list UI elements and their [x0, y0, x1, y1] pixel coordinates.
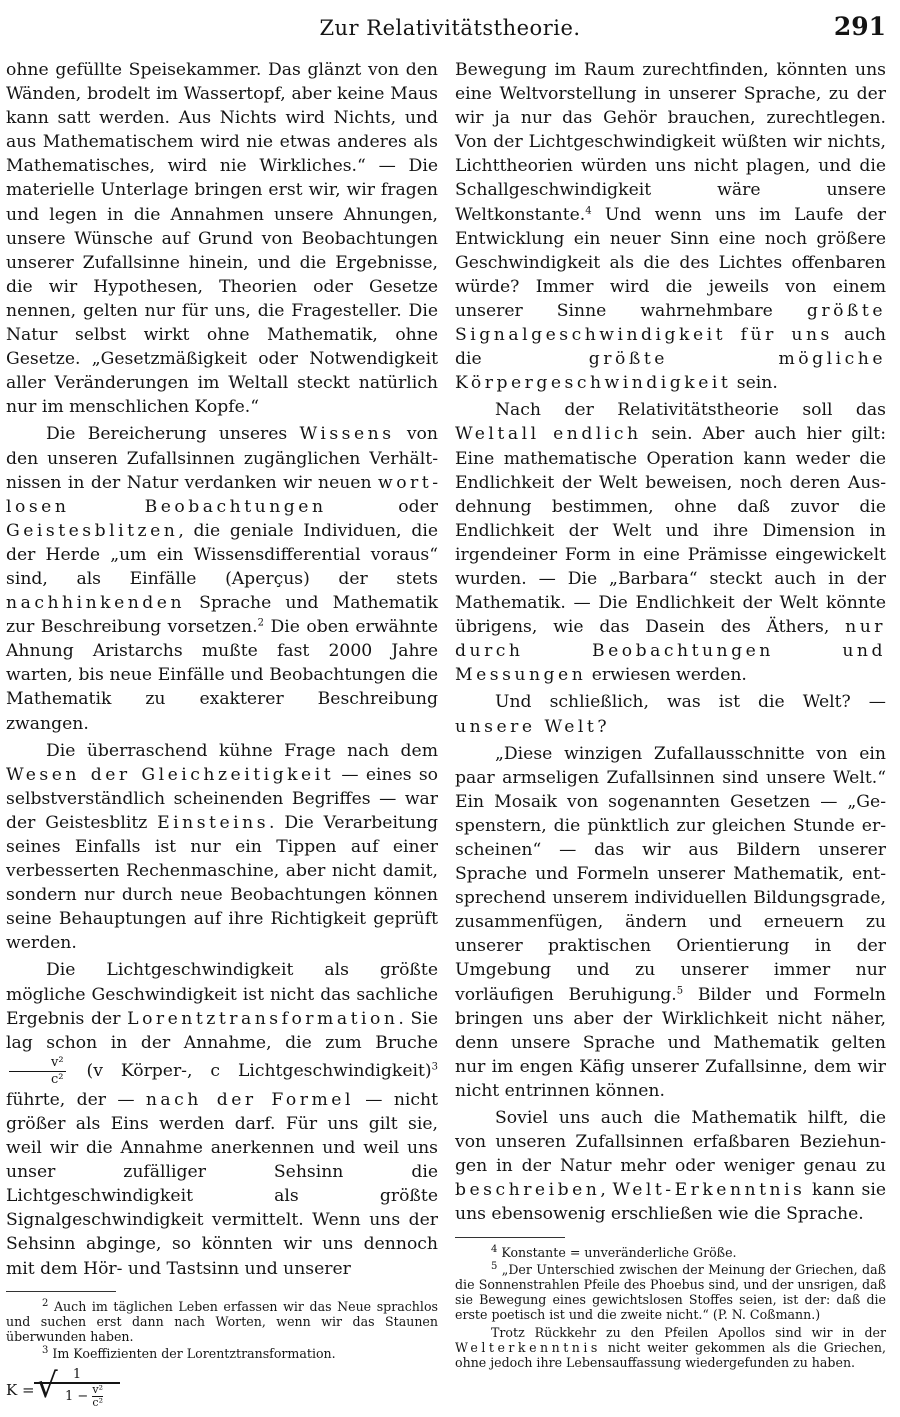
footnote-mark: 5 [491, 1260, 498, 1272]
formula-numerator: 1 [34, 1367, 120, 1383]
spaced-emphasis: größte mögliche Körpergeschwindigkeit [455, 349, 886, 394]
footnote [455, 1245, 886, 1260]
inner-denominator: c² [92, 1396, 103, 1410]
footnote-mark: 3 [42, 1345, 49, 1357]
text-run: auch die [455, 325, 886, 370]
text-run: Die Lichtgeschwindigkeit als größte mögliche Geschwindigkeit ist nicht das sachliche Ergebnis der [6, 960, 438, 1029]
text-run: „Diese winzigen Zufallausschnitte von ein paar armseligen Zufallsinnen sind unsere Welt.“ Ein Mosaik von sogenannten Gesetzen — „Gespenstern, die pünktlich zur gleichen Stunde erscheinen“ — das wir aus Bildern unserer Sprache und Formeln unserer Mathematik, entsprechend unserem individuellen Bildungsgrade, zusammenfügen, ändern und erneuern zu unserer praktischen Orientierung in der Umgebung und zu unserer immer nur vorläufigen Beruhigung. [455, 743, 886, 1005]
footnote-text: nicht weiter gekommen als die Griechen, ohne jedoch ihre Lebensauffassung wiedergefunden zu haben. [455, 1339, 886, 1370]
spaced-emphasis: wortlosen Beobachtungen [6, 472, 438, 517]
footnote-text: Auch im täglichen Leben erfassen wir das Neue sprachlos und suchen erst dann nach Worten, wenn wir das Staunen überwunden haben. [6, 1298, 438, 1344]
footnote-rule [455, 1237, 565, 1238]
formula-lhs: K = [6, 1381, 35, 1400]
footnote-text: „Der Unterschied zwischen der Meinung der Griechen, daß die Sonnenstrahlen Pfeile des Phoebus sind, und der unsrigen, daß sie Bewegung eines gewichtslosen Stoffes seien, ist der: daß die erste poetisch ist und die zweite nicht.“ (P. N. Coßmann.) [455, 1261, 886, 1323]
text-run: Bilder und Formeln bringen uns aber der Wirklichkeit nicht näher, denn unsere Sprache und Mathematik gelten nur im engen Käfig unserer Zufallsinne, dem wir nicht entrinnen können. [455, 984, 886, 1101]
paragraph [6, 958, 438, 1280]
spaced-emphasis: Weltall endlich [455, 424, 642, 445]
paragraph [455, 398, 886, 687]
fraction [9, 1055, 66, 1088]
spaced-emphasis: unsere Welt [455, 716, 598, 737]
inner-numerator: v² [92, 1383, 104, 1397]
spaced-emphasis: nach der Formel [145, 1089, 354, 1110]
text-run: Bewegung im Raum zurechtfinden, könnten uns eine Weltvorstellung in unserer Sprache, zu der wir ja nur das Gehör brauchen, zurechtlegen. Von der Lichtgeschwindigkeit wüßten wir nichts, Lichttheorien würden uns nicht plagen, und die Schallgeschwindigkeit wäre unsere Weltkonstante. [455, 60, 886, 225]
square-root-icon: √ [36, 1366, 58, 1407]
text-run: , [600, 1180, 606, 1201]
formula-inner: 1 − [64, 1389, 89, 1405]
running-title: Zur Relativitätstheorie. [319, 16, 581, 40]
text-run: ohne gefüllte Speisekammer. Das glänzt von den Wänden, brodelt im Wassertopf, aber keine Maus kann satt werden. Aus Nichts wird Nichts, und aus Mathematischem wird nie etwas anderes als Mathematisches, wird nie Wirkliches.“ — Die materielle Unterlage bringen erst wir, wir fragen und legen in die Annahmen unsere Ahnungen, unsere Wünsche auf Grund von Beobachtungen unserer Zufallsinne hinein, und die Ergebnisse, die wir Hypothesen, Theorien oder Gesetze nennen, gelten nur für uns, die Fragesteller. Die Natur selbst wirkt ohne Mathematik, ohne Gesetze. „Gesetzmäßigkeit oder Notwendigkeit aller Veränderungen im Weltall steckt natürlich nur im menschlichen Kopfe.“ [6, 60, 438, 418]
paragraph [6, 58, 438, 419]
footnote-text: Im Koeffizienten der Lorentztransformation. [52, 1346, 336, 1362]
spaced-emphasis: nur durch Beobachtungen und Messungen [455, 617, 886, 686]
text-run: sein. Aber auch hier gilt: Eine mathematische Operation kann weder die Endlichkeit der Welt beweisen, noch deren Ausdehnung bestimmen, ohne daß zuvor die Endlichkeit der Welt und ihre Dimension in irgendeiner Form in eine Prämisse eingewickelt wurden. — Die „Barbara“ steckt auch in der Mathematik. — Die Endlichkeit der Welt könnte übrigens, wie das Dasein des Äthers, [455, 424, 886, 638]
text-run: führte, der — [6, 1089, 135, 1110]
spaced-emphasis: Welterkenntnis [455, 1339, 601, 1355]
text-run: Und schließlich, was ist die Welt? — [495, 692, 886, 713]
footnote-mark: 4 [491, 1243, 498, 1255]
footnote-continuation [455, 1325, 886, 1371]
footnote [6, 1346, 438, 1361]
text-run: ? [597, 716, 607, 737]
running-head [0, 12, 900, 48]
text-run: kann sie uns ebensowenig erschließen wie die Sprache. [455, 1180, 886, 1225]
footnote [6, 1299, 438, 1345]
footnote-text: Trotz Rückkehr zu den Pfeilen Apollos sind wir in der [491, 1324, 886, 1340]
footnote-text: Konstante = unveränderliche Größe. [501, 1244, 737, 1260]
text-run: Sprache und Mathematik zur Beschreibung vorsetzen. [6, 593, 438, 638]
footnotes [455, 1245, 886, 1371]
spaced-emphasis: Welt-Erkenntnis [612, 1180, 806, 1201]
footnote-ref: 5 [676, 984, 684, 996]
text-run: oder [398, 496, 438, 517]
text-run: von den unseren Zufallsinnen zugänglichen Verhältnissen in der Natur verdanken wir neuen [6, 424, 438, 493]
footnote-ref: 4 [585, 204, 592, 216]
footnote-ref: 3 [431, 1061, 438, 1073]
spaced-emphasis: Lorentztransformation [127, 1008, 399, 1029]
text-run: , die geniale Individuen, die der Herde „um ein Wissensdifferential voraus“ sind, als Einfälle (Aperçus) der stets [6, 520, 438, 589]
right-column [455, 58, 886, 1372]
text-run: Die überraschend kühne Frage nach dem [46, 740, 438, 761]
paragraph [455, 1106, 886, 1226]
paragraph [455, 690, 886, 738]
spaced-emphasis: Einsteins [157, 812, 270, 833]
text-run: — eines so selbstverständlich scheinenden Begriffes — war der Geistesblitz [6, 764, 438, 833]
text-run: . Die Verarbeitung seines Einfalls ist nur ein Tippen auf einer verbesserten Rechenmaschine, aber nicht damit, sondern nur durch neue Beobachtungen können seine Behauptungen auf ihre Richtigkeit geprüft werden. [6, 812, 438, 954]
text-run: sein. [736, 373, 778, 394]
paragraph [455, 742, 886, 1103]
page-number: 291 [833, 12, 886, 41]
fraction-numerator: v² [9, 1055, 66, 1072]
spaced-emphasis: beschreiben [455, 1180, 601, 1201]
spaced-emphasis: größte Signalgeschwindigkeit für uns [455, 300, 886, 346]
lorentz-formula [6, 1367, 438, 1417]
spaced-emphasis: Geistesblitzen [6, 520, 179, 541]
text-run: Die oben erwähnte Ahnung Aristarchs mußte fast 2000 Jahre warten, bis neue Einfälle und Beobachtungen die Mathematik zu exakterer Beschreibung zwangen. [6, 617, 438, 734]
text-run: erwiesen werden. [591, 665, 747, 686]
paragraph [6, 739, 438, 956]
left-column [6, 58, 438, 1417]
footnote-rule [6, 1291, 116, 1292]
spaced-emphasis: Wissens [299, 424, 395, 445]
text-run: . Sie lag schon in der Annahme, die zum Bruche [6, 1008, 439, 1053]
spaced-emphasis: nachhinkenden [6, 593, 186, 614]
footnote-ref: 2 [257, 617, 264, 629]
text-run: — nicht größer als Eins werden darf. Für uns gilt sie, weil wir die Annahme anerkennen und weil uns unser zufälliger Sehsinn die Lichtgeschwindigkeit als größte Signalgeschwindigkeit vermittelt. Wenn uns der Sehsinn abginge, so könnten wir uns dennoch mit dem Hör- und Tastsinn und unserer [6, 1089, 438, 1279]
footnotes [6, 1299, 438, 1417]
fraction-denominator: c² [51, 1071, 64, 1087]
text-run: Soviel uns auch die Mathematik hilft, die von unseren Zufallsinnen erfaßbaren Beziehungen in der Natur mehr oder weniger genau zu [455, 1108, 886, 1177]
inner-fraction [92, 1384, 103, 1409]
footnote [455, 1262, 886, 1323]
text-run: Die Bereicherung unseres [46, 424, 288, 445]
paragraph [6, 422, 438, 735]
text-run: (v Körper-, c Lichtgeschwindigkeit) [86, 1060, 432, 1081]
footnote-mark: 2 [42, 1297, 49, 1309]
text-run: Nach der Relativitätstheorie soll das [495, 400, 886, 421]
spaced-emphasis: Wesen der Gleichzeitigkeit [6, 764, 335, 785]
paragraph [455, 58, 886, 395]
text-run: Und wenn uns im Laufe der Entwicklung ein neuer Sinn eine noch größere Geschwindigkeit als die des Lichtes offenbaren würde? Immer wird die jeweils von einem unserer Sinne wahrnehmbare [455, 204, 886, 321]
